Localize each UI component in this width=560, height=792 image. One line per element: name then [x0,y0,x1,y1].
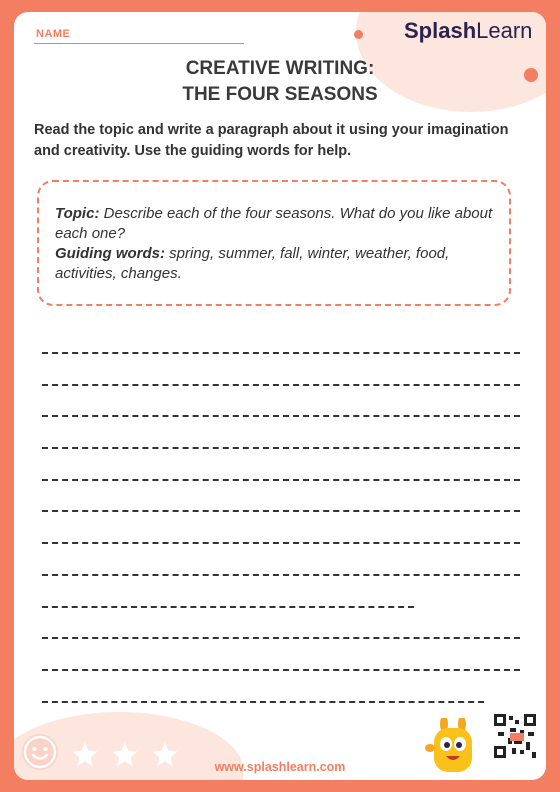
topic-label: Topic: [55,205,100,222]
mascot-icon [424,718,486,780]
writing-lines [42,352,520,732]
writing-line[interactable] [42,415,520,417]
name-label: NAME [36,28,71,40]
title-line-2: THE FOUR SEASONS [182,84,378,105]
writing-line[interactable] [42,574,520,576]
writing-line[interactable] [42,384,520,386]
writing-line[interactable] [42,606,414,608]
topic-paragraph [55,204,495,244]
topic-text: Describe each of the four seasons. What do you like about each one? [55,205,493,242]
name-field-line[interactable] [34,43,244,44]
writing-line[interactable] [42,637,520,639]
guiding-label: Guiding words: [55,245,165,262]
writing-line[interactable] [42,542,520,544]
worksheet [14,12,546,780]
instructions: Read the topic and write a paragraph about it using your imagination and creativity. Use the guiding words for help. [34,122,509,159]
guiding-paragraph [55,244,495,284]
writing-line[interactable] [42,447,520,449]
writing-line[interactable] [42,510,520,512]
topic-box [37,180,511,306]
writing-line[interactable] [42,352,520,354]
title-line-1: CREATIVE WRITING: [185,58,375,79]
decorative-dot [354,30,363,39]
guiding-text: spring, summer, fall, winter, weather, food, activities, changes. [55,245,450,282]
writing-line[interactable] [42,701,484,703]
logo-bold: Splash [404,18,477,43]
splashlearn-logo [404,18,532,44]
writing-line[interactable] [42,479,520,481]
logo-regular: Learn [476,18,533,43]
writing-line[interactable] [42,669,520,671]
footer-url[interactable]: www.splashlearn.com [214,760,346,774]
page-title [14,56,546,108]
qr-code-icon[interactable] [490,710,540,762]
